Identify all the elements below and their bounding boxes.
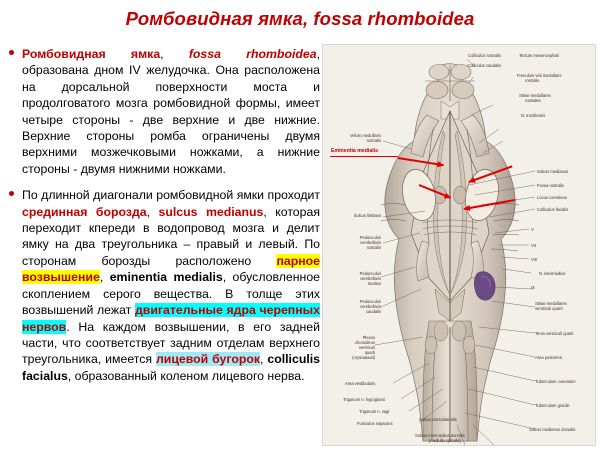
figure-label-plexus-choroideus: Plexus xyxy=(362,335,375,340)
figure-label-tectum-mesencephali: Tectum mesencephali xyxy=(519,53,559,58)
figure-label-nerve-vii: VII xyxy=(531,243,537,248)
figure-label-striae-medullares-rostrales-2: rostrales xyxy=(525,98,541,103)
term-median-sulcus-ru: срединная борозда xyxy=(22,204,147,219)
figure-label-tuberculum-cuneatum: Tuberculum cuneatum xyxy=(535,379,576,384)
figure-label-area-vestibularis: Area vestibularis xyxy=(345,381,376,386)
b2-seg-4: , которая переходит кпереди в водопровод мозга и делит ямку на два треугольника – правый и левый. По сторонам борозды расположено xyxy=(22,204,320,268)
figure-label-ped-cerebellaris-medius-2: cerebellaris xyxy=(360,276,381,281)
b2-seg-8: , обусловленное скоплением серого вещества. В толще этих возвышений лежат xyxy=(22,270,320,318)
figure-label-n-intermedius: N. intermedius xyxy=(539,271,566,276)
figure-label-velum-medullare-2: rostralis xyxy=(366,138,381,143)
figure-label-colliculus-rostralis: Colliculus rostralis xyxy=(468,53,501,58)
figure-label-striae-medullares-rostrales: Striae medullares xyxy=(519,93,551,98)
figure-label-sulcus-medianus: Sulcus medianus xyxy=(537,169,569,174)
anatomy-figure xyxy=(322,44,596,446)
term-motor-nuclei: двигательные ядра черепных нервов xyxy=(22,303,320,334)
figure-label-plexus-choroideus-2: choroideus xyxy=(354,340,375,345)
bullet-dot-icon xyxy=(9,191,14,196)
figure-label-funiculus-separans: Funiculus separans xyxy=(357,421,393,426)
figure-label-sulcus-medianus-dorsalis: Sulcus medianus dorsalis xyxy=(529,427,576,432)
figure-label-sulcus-intermedius-dorsalis-2: (medulla spinalis) xyxy=(429,438,461,443)
figure-label-trigonum-n-vagi: Trigonum n. vagi xyxy=(359,409,390,414)
red-underline xyxy=(330,156,398,157)
figure-label-ped-cerebellaris-caudalis: Pedunculus xyxy=(359,299,381,304)
b2-seg-2: , xyxy=(146,204,159,219)
bullet-1-body: , образована дном IV желудочка. Она расположена на дорсальной поверхности моста и продолговатого мозга ромбовидной формы, имеет четыре стороны - две верхние и две нижние. Верхние стороны ромба ограничены двумя верхними мозжечковыми ножками, а нижние стороны - двумя нижними ножками. xyxy=(22,47,320,176)
term-eminentia-medialis: eminentia medialis xyxy=(109,270,223,285)
figure-label-plexus-choroideus-3: ventriculi xyxy=(358,345,375,350)
figure-label-ped-cerebellaris-medius-3: medius xyxy=(367,281,381,286)
page-title-ru: Ромбовидная ямка, xyxy=(125,8,314,29)
figure-label-striae-medullares-ventriculi-2: ventriculi quarti xyxy=(535,306,563,311)
term-colliculus-facialis-lat: colliculis facialus xyxy=(22,352,320,383)
figure-label-frenulum-veli: Frenulum veli medullaris xyxy=(517,73,562,78)
figure-red-label-eminentia-medialis: Eminentia medialis xyxy=(331,148,378,154)
figure-label-velum-medullare: Velum medullaris xyxy=(349,133,381,138)
figure-label-trigonum-n-hypoglossi: Trigonum n. hypoglossi xyxy=(343,397,386,402)
figure-label-frenulum-veli-2: rostralis xyxy=(525,78,540,83)
figure-label-nerve-v: V xyxy=(531,227,534,232)
figure-label-ped-cerebellaris-caudalis-2: cerebellaris xyxy=(360,304,381,309)
figure-label-nerve-viii: VIII xyxy=(531,257,538,262)
figure-label-plexus-choroideus-5: (отрезаный) xyxy=(352,355,375,360)
term-sulcus-medianus-lat: sulcus medianus xyxy=(158,204,264,219)
b2-seg-0: По длинной диагонали ромбовидной ямки проходит xyxy=(22,188,320,203)
figure-label-tuberculum-gracile: Tuberculum gracile xyxy=(535,403,570,408)
figure-label-ped-cerebellaris-medius: Pedunculus xyxy=(359,271,381,276)
bullet-item-1 xyxy=(8,46,320,177)
figure-label-area-postrema: Area postrema xyxy=(535,355,562,360)
bullet-dot-icon xyxy=(9,50,14,55)
figure-label-striae-medullares-ventriculi: Striae medullares xyxy=(535,301,567,306)
figure-label-colliculus-facialis: Colliculus facialis xyxy=(537,207,569,212)
figure-label-n-trochlearis: N. trochlearis xyxy=(521,113,546,118)
b2-seg-10: . На каждом возвышении, в его задней части, что соответствует задним отделам верхнего треугольника, имеется xyxy=(22,319,320,367)
figure-label-fovea-rostralis: Fovea rostralis xyxy=(537,183,564,188)
term-paired-eminence: парное возвышение xyxy=(22,253,320,285)
figure-label-ped-cerebellaris-rostralis: Pedunculus xyxy=(359,235,381,240)
term-rhomboid-fossa-ru: Ромбовидная ямка xyxy=(22,47,161,61)
figure-label-locus-coeruleus: Locus coeruleus xyxy=(537,195,567,200)
figure-label-tenia-ventriculi-quarti: Tenia ventriculi quarti xyxy=(535,331,574,336)
figure-label-ped-cerebellaris-rostralis-3: rostralis xyxy=(366,245,381,250)
figure-label-sulcus-limitans: Sulcus limitans xyxy=(353,213,381,218)
figure-label-ped-cerebellaris-rostralis-2: cerebellaris xyxy=(360,240,381,245)
figure-label-plexus-choroideus-4: quarti xyxy=(364,350,375,355)
page-title xyxy=(0,8,600,30)
punct-1: , xyxy=(160,47,189,61)
body-text-column xyxy=(8,46,320,436)
term-rhomboid-fossa-lat: fossa rhomboidea xyxy=(188,47,317,61)
b2-seg-6: , xyxy=(99,270,110,285)
b2-seg-14: , образованный коленом лицевого нерва. xyxy=(67,368,305,383)
figure-label-nerve-ix: IX xyxy=(531,285,535,290)
b2-seg-12: , xyxy=(260,352,268,367)
term-facial-colliculus-ru: лицевой бугорок xyxy=(155,352,261,367)
figure-label-sulcus-dorsolateralis: Sulcus dorsolateralis xyxy=(419,417,457,422)
figure-label-sulcus-intermedius-dorsalis: Sulcus intermedius dorsalis xyxy=(415,433,465,438)
bullet-item-2 xyxy=(8,187,320,384)
figure-label-ped-cerebellaris-caudalis-3: caudalis xyxy=(365,309,381,314)
figure-label-colliculus-caudalis: Colliculus caudalis xyxy=(467,63,501,68)
page-title-lat: fossa rhomboidea xyxy=(313,8,475,29)
